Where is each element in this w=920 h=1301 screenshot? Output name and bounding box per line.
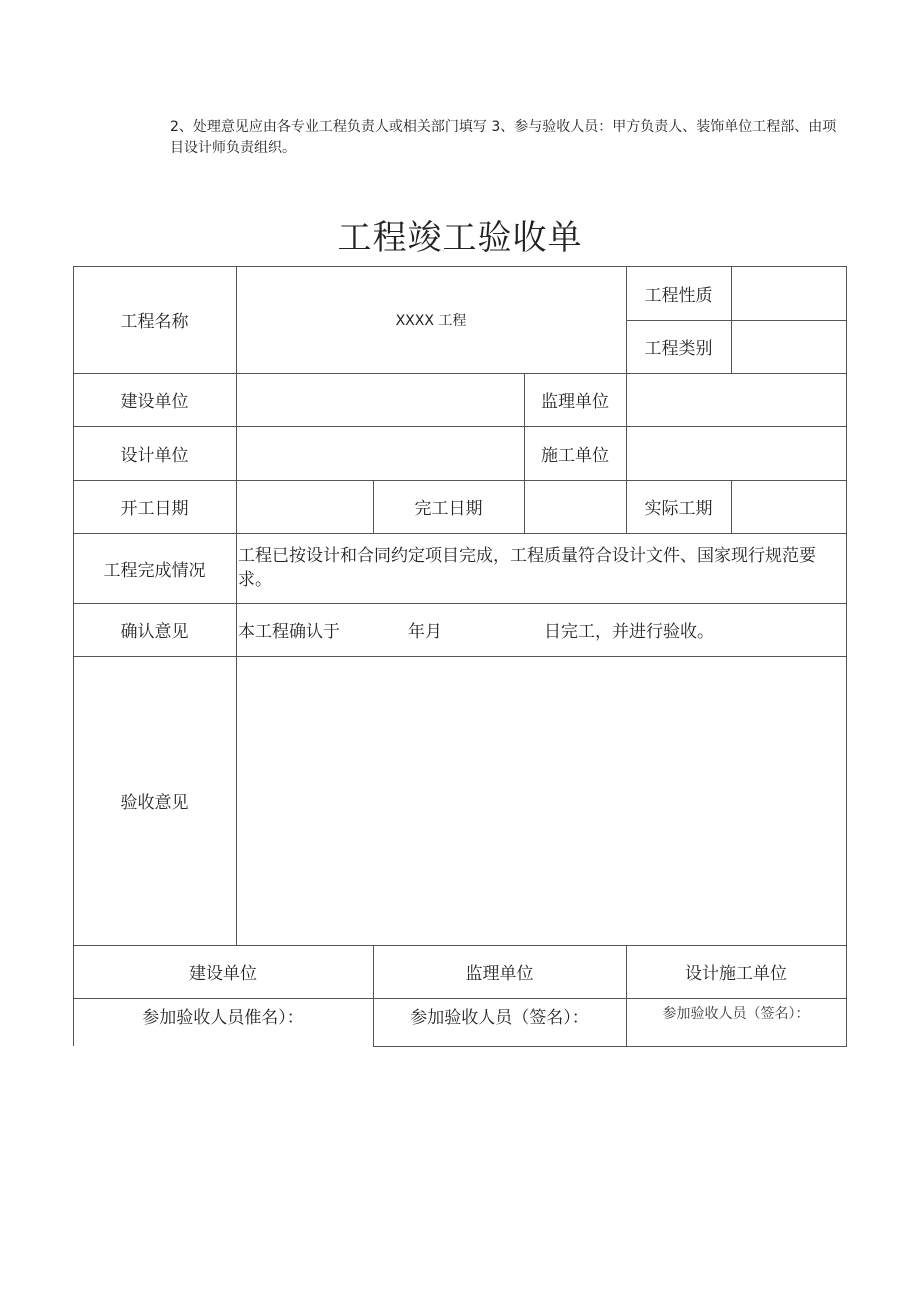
acceptance-opinion-value[interactable] — [236, 656, 846, 945]
project-name-label: 工程名称 — [120, 312, 189, 332]
project-type-value[interactable] — [731, 320, 846, 373]
project-nature-label: 工程性质 — [644, 285, 713, 306]
completion-text: 工程已按设计和合同约定项目完成，工程质量符合设计文件、国家现行规范要求。 — [238, 546, 816, 590]
finish-date-value[interactable] — [524, 480, 626, 533]
sign-client-header: 建设单位 — [189, 964, 257, 984]
finish-date-label: 完工日期 — [414, 499, 483, 519]
project-name-value: XXXX 工程 — [395, 312, 467, 329]
supervisor-label: 监理单位 — [541, 392, 609, 412]
client-value[interactable] — [236, 373, 524, 426]
construction-value[interactable] — [626, 426, 846, 480]
supervisor-value[interactable] — [626, 373, 846, 426]
client-label: 建设单位 — [120, 392, 189, 412]
actual-period-label: 实际工期 — [644, 499, 713, 519]
start-date-value[interactable] — [236, 480, 373, 533]
completion-label: 工程完成情况 — [103, 560, 206, 581]
instruction-note: 2、处理意见应由各专业工程负责人或相关部门填写 3、参与验收人员：甲方负责人、装饰单位工程部、由项目设计师负责组织。 — [170, 119, 837, 156]
start-date-label: 开工日期 — [120, 499, 189, 519]
design-label: 设计单位 — [120, 445, 189, 466]
sign-designer-box[interactable]: 参加验收人员（签名）： — [662, 1006, 810, 1022]
confirm-text-month: 年月 — [408, 622, 442, 642]
design-value[interactable] — [236, 426, 524, 480]
form-title: 工程竣工验收单 — [337, 218, 583, 258]
confirm-label: 确认意见 — [120, 622, 189, 642]
actual-period-value[interactable] — [731, 480, 846, 533]
confirm-text-suffix: 日完工，并进行验收。 — [544, 622, 714, 642]
acceptance-opinion-label: 验收意见 — [120, 793, 189, 813]
sign-supervisor-box[interactable]: 参加验收人员（签名）： — [410, 1008, 589, 1028]
sign-client-box[interactable]: 参加验收人员倠名）： — [142, 1008, 304, 1028]
sign-designer-header: 设计施工单位 — [685, 964, 787, 984]
construction-label: 施工单位 — [541, 445, 609, 466]
project-type-label: 工程类别 — [644, 339, 713, 359]
sign-supervisor-header: 监理单位 — [465, 964, 534, 984]
project-nature-value[interactable] — [731, 266, 846, 320]
confirm-text-prefix: 本工程确认于 — [238, 622, 340, 642]
